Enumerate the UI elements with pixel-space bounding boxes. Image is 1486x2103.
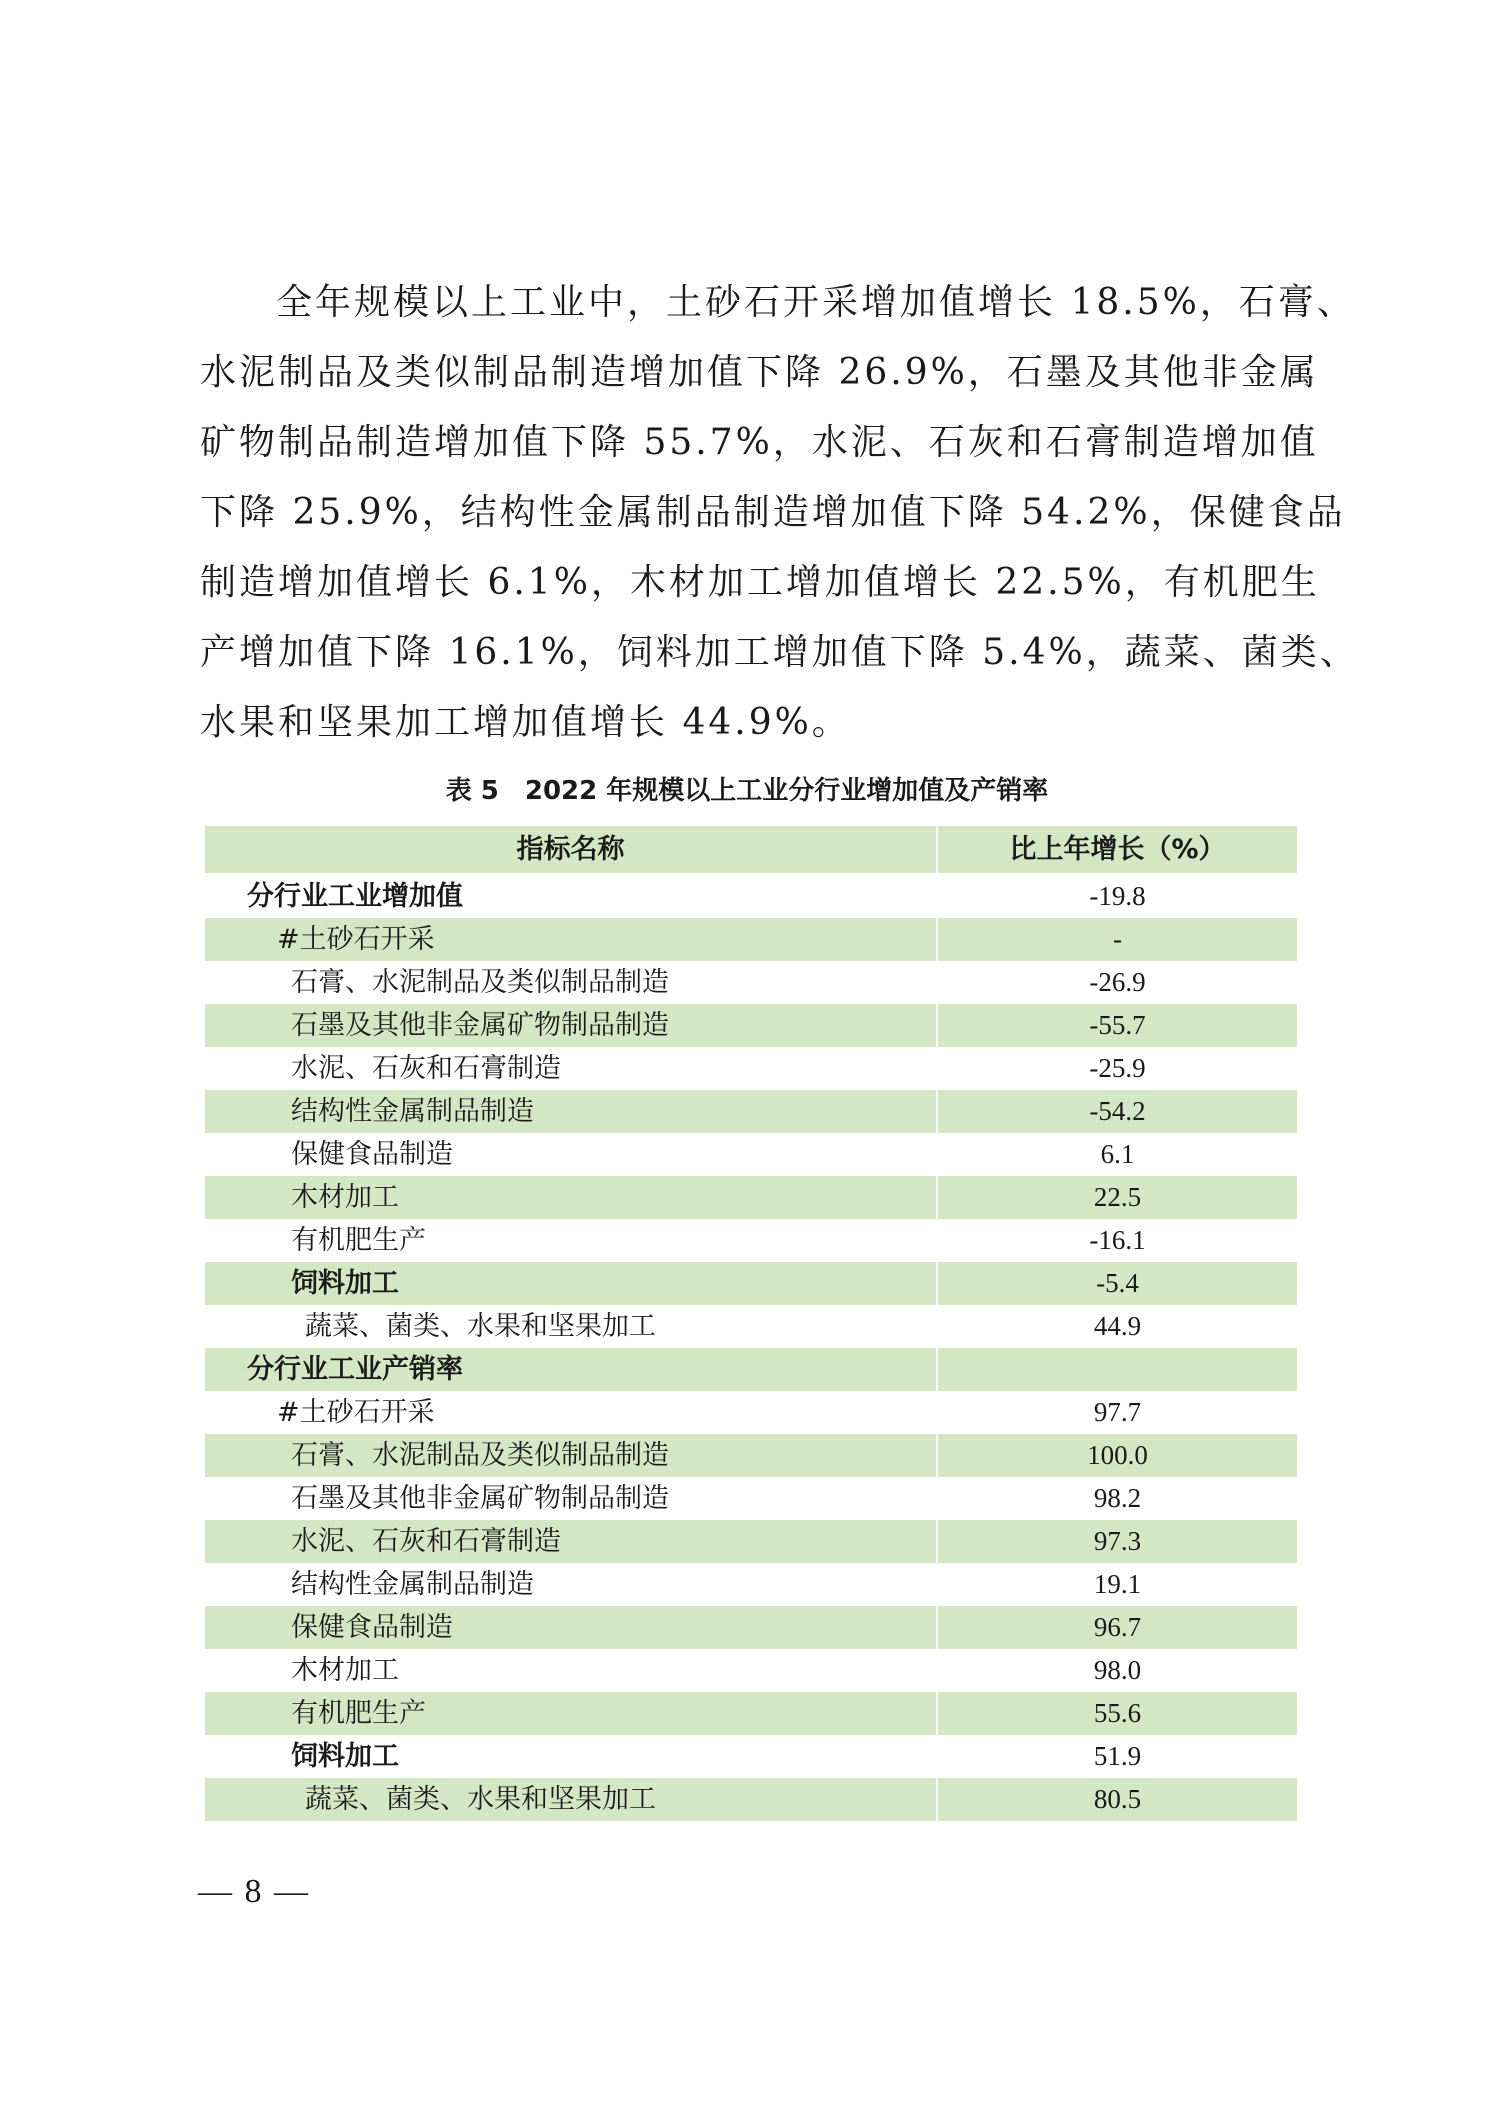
row-name: 有机肥生产 bbox=[205, 1692, 937, 1735]
row-value: 44.9 bbox=[1093, 1311, 1142, 1341]
row-name: 结构性金属制品制造 bbox=[205, 1563, 937, 1606]
row-name: 饲料加工 bbox=[205, 1262, 937, 1305]
industry-table bbox=[205, 826, 1297, 1821]
row-value: -19.8 bbox=[1089, 881, 1146, 911]
table-row bbox=[205, 1219, 1297, 1262]
paragraph-line: 产增加值下降 16.1%，饲料加工增加值下降 5.4%，蔬菜、菌类、 bbox=[200, 632, 1359, 673]
table-row bbox=[205, 1434, 1297, 1477]
paragraph-line: 水泥制品及类似制品制造增加值下降 26.9%，石墨及其他非金属 bbox=[200, 352, 1319, 393]
row-value: -5.4 bbox=[937, 1262, 1297, 1305]
body-paragraph bbox=[200, 268, 1359, 758]
row-name: 石膏、水泥制品及类似制品制造 bbox=[205, 1434, 937, 1477]
row-name: 石膏、水泥制品及类似制品制造 bbox=[205, 961, 937, 1004]
row-name: 石墨及其他非金属矿物制品制造 bbox=[205, 1477, 937, 1520]
row-name: 蔬菜、菌类、水果和坚果加工 bbox=[205, 1305, 937, 1348]
row-value: 55.6 bbox=[937, 1692, 1297, 1735]
page-number: — 8 — bbox=[198, 1873, 310, 1910]
row-name: 蔬菜、菌类、水果和坚果加工 bbox=[205, 1778, 937, 1821]
table-row bbox=[205, 1391, 1297, 1434]
table-row bbox=[205, 1348, 1297, 1391]
row-name: 结构性金属制品制造 bbox=[205, 1090, 937, 1133]
table-header-row bbox=[205, 826, 1297, 874]
row-value: 97.3 bbox=[937, 1520, 1297, 1563]
table-row bbox=[205, 961, 1297, 1004]
table-row bbox=[205, 1262, 1297, 1305]
column-header-indicator: 指标名称 bbox=[205, 826, 937, 874]
table-row bbox=[205, 1735, 1297, 1778]
row-value: -55.7 bbox=[937, 1004, 1297, 1047]
paragraph-line: 下降 25.9%，结构性金属制品制造增加值下降 54.2%，保健食品 bbox=[200, 492, 1346, 533]
row-value: 80.5 bbox=[937, 1778, 1297, 1821]
row-value: 51.9 bbox=[1093, 1741, 1142, 1771]
row-name: 木材加工 bbox=[205, 1649, 937, 1692]
paragraph-line: 全年规模以上工业中，土砂石开采增加值增长 18.5%，石膏、 bbox=[276, 282, 1356, 323]
table-row bbox=[205, 1004, 1297, 1047]
row-value: 98.2 bbox=[1093, 1483, 1142, 1513]
paragraph-line: 矿物制品制造增加值下降 55.7%，水泥、石灰和石膏制造增加值 bbox=[200, 422, 1319, 463]
table-row bbox=[205, 874, 1297, 918]
row-value: 100.0 bbox=[937, 1434, 1297, 1477]
table-row bbox=[205, 1176, 1297, 1219]
table-row bbox=[205, 1520, 1297, 1563]
row-name: 分行业工业产销率 bbox=[205, 1348, 937, 1391]
row-name: 石墨及其他非金属矿物制品制造 bbox=[205, 1004, 937, 1047]
row-value: -16.1 bbox=[1089, 1225, 1146, 1255]
paragraph-line: 制造增加值增长 6.1%，木材加工增加值增长 22.5%，有机肥生 bbox=[200, 562, 1320, 603]
row-name: 饲料加工 bbox=[205, 1735, 937, 1778]
row-value: 97.7 bbox=[1093, 1397, 1142, 1427]
table-row bbox=[205, 1477, 1297, 1520]
row-value bbox=[937, 1348, 1297, 1391]
row-value: 98.0 bbox=[1093, 1655, 1142, 1685]
table-caption: 表 5 2022 年规模以上工业分行业增加值及产销率 bbox=[445, 776, 1049, 806]
row-name: #土砂石开采 bbox=[205, 1391, 937, 1434]
row-value: - bbox=[937, 918, 1297, 961]
row-value: 96.7 bbox=[937, 1606, 1297, 1649]
row-value: -26.9 bbox=[1089, 967, 1146, 997]
table-row bbox=[205, 1649, 1297, 1692]
table-row bbox=[205, 1606, 1297, 1649]
row-name: #土砂石开采 bbox=[205, 918, 937, 961]
table-row bbox=[205, 918, 1297, 961]
row-value: -25.9 bbox=[1089, 1053, 1146, 1083]
row-name: 保健食品制造 bbox=[205, 1133, 937, 1176]
row-name: 有机肥生产 bbox=[205, 1219, 937, 1262]
row-name: 水泥、石灰和石膏制造 bbox=[205, 1520, 937, 1563]
row-name: 分行业工业增加值 bbox=[205, 874, 937, 918]
row-name: 水泥、石灰和石膏制造 bbox=[205, 1047, 937, 1090]
table-row bbox=[205, 1692, 1297, 1735]
row-name: 保健食品制造 bbox=[205, 1606, 937, 1649]
paragraph-line: 水果和坚果加工增加值增长 44.9%。 bbox=[200, 702, 851, 743]
table-row bbox=[205, 1563, 1297, 1606]
table-row bbox=[205, 1778, 1297, 1821]
table-row bbox=[205, 1047, 1297, 1090]
row-value: 19.1 bbox=[1093, 1569, 1142, 1599]
row-value: -54.2 bbox=[937, 1090, 1297, 1133]
table-row bbox=[205, 1090, 1297, 1133]
row-name: 木材加工 bbox=[205, 1176, 937, 1219]
table-row bbox=[205, 1305, 1297, 1348]
table-row bbox=[205, 1133, 1297, 1176]
row-value: 6.1 bbox=[1100, 1139, 1135, 1169]
row-value: 22.5 bbox=[937, 1176, 1297, 1219]
column-header-growth: 比上年增长（%） bbox=[937, 826, 1297, 874]
